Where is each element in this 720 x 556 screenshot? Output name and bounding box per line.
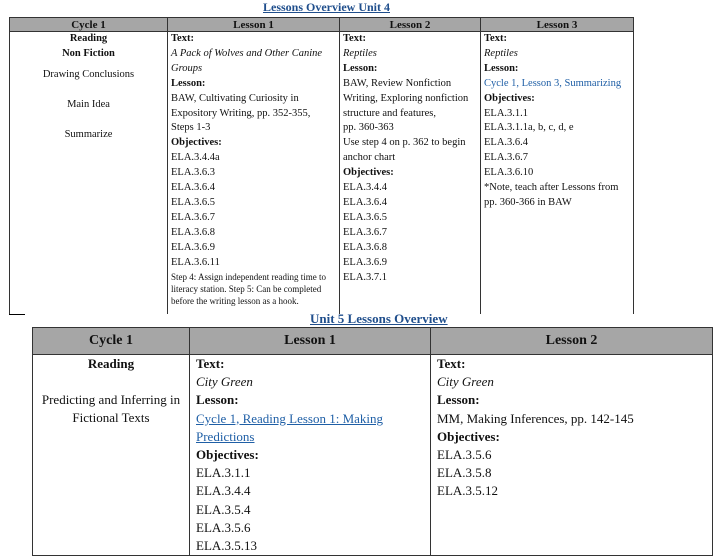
unit4-header-lesson1: Lesson 1 bbox=[168, 18, 340, 32]
lesson-text: structure and features, bbox=[343, 107, 436, 119]
unit4-header-lesson2: Lesson 2 bbox=[340, 18, 481, 32]
unit5-header-cycle: Cycle 1 bbox=[33, 328, 190, 355]
unit5-table bbox=[32, 327, 713, 556]
unit5-reading-label: Reading bbox=[87, 356, 135, 371]
objective: ELA.3.6.5 bbox=[343, 211, 388, 223]
text-label: Text: bbox=[196, 356, 225, 371]
unit5-body-row bbox=[33, 355, 713, 556]
objective: ELA.3.5.4 bbox=[196, 501, 251, 517]
text-title: Reptiles bbox=[484, 47, 518, 59]
unit4-skill: Main Idea bbox=[67, 98, 110, 110]
objectives-label: Objectives: bbox=[484, 92, 535, 104]
lesson-text: BAW, Cultivating Curiosity in bbox=[171, 92, 299, 104]
objective: ELA.3.1.1a, b, c, d, e bbox=[484, 122, 574, 134]
objective: ELA.3.6.8 bbox=[171, 226, 216, 238]
unit4-table bbox=[9, 17, 634, 314]
objective: ELA.3.6.7 bbox=[171, 211, 216, 223]
objective: ELA.3.6.9 bbox=[343, 256, 388, 268]
unit5-title: Unit 5 Lessons Overview bbox=[310, 311, 448, 326]
unit4-header-lesson3: Lesson 3 bbox=[481, 18, 634, 32]
objectives-label: Objectives: bbox=[437, 428, 500, 444]
objective: ELA.3.1.1 bbox=[196, 465, 251, 481]
objectives-label: Objectives: bbox=[171, 137, 222, 149]
objective: ELA.3.6.4 bbox=[484, 137, 529, 149]
unit4-reading-label: Reading bbox=[69, 33, 108, 44]
text-label: Text: bbox=[343, 33, 366, 44]
unit5-header-lesson2: Lesson 2 bbox=[431, 328, 713, 355]
objective: ELA.3.6.3 bbox=[171, 167, 216, 179]
text-title: City Green bbox=[437, 374, 494, 390]
unit4-genre-label: Non Fiction bbox=[62, 47, 115, 59]
text-label: Text: bbox=[437, 356, 466, 371]
divider-dash bbox=[9, 314, 25, 315]
objective: ELA.3.7.1 bbox=[343, 271, 388, 283]
lesson-text: Writing, Exploring nonfiction bbox=[343, 92, 469, 104]
unit4-skill: Drawing Conclusions bbox=[42, 68, 135, 80]
unit4-lesson3-cell bbox=[481, 32, 634, 315]
text-title: City Green bbox=[196, 374, 253, 390]
text-title: A Pack of Wolves and Other Canine bbox=[171, 47, 323, 59]
objectives-label: Objectives: bbox=[196, 447, 259, 463]
objective: ELA.3.5.13 bbox=[196, 538, 258, 554]
lesson-label: Lesson: bbox=[484, 62, 519, 74]
objective: ELA.3.6.4 bbox=[171, 182, 216, 194]
lesson-label: Lesson: bbox=[437, 392, 480, 408]
objective: ELA.3.5.6 bbox=[437, 447, 492, 463]
objective: ELA.3.6.5 bbox=[171, 196, 216, 208]
unit4-header-cycle: Cycle 1 bbox=[10, 18, 168, 32]
unit5-header-row bbox=[33, 328, 713, 355]
objective: ELA.3.6.9 bbox=[171, 241, 216, 253]
objective: ELA.3.5.8 bbox=[437, 465, 492, 481]
lesson-link[interactable]: Cycle 1, Lesson 3, Summarizing bbox=[484, 77, 622, 89]
unit4-header-row bbox=[10, 18, 634, 32]
objective: ELA.3.6.11 bbox=[171, 256, 220, 268]
lesson-note: before the writing lesson as a hook. bbox=[171, 295, 299, 306]
objective: ELA.3.5.6 bbox=[196, 519, 251, 535]
objective: ELA.3.4.4a bbox=[171, 152, 220, 164]
unit4-body-row bbox=[10, 32, 634, 315]
lesson-note: pp. 360-366 in BAW bbox=[484, 196, 572, 208]
objective: ELA.3.5.12 bbox=[437, 483, 499, 499]
unit5-lesson2-cell bbox=[431, 355, 713, 556]
lesson-text: BAW, Review Nonfiction bbox=[343, 77, 452, 89]
unit5-cycle-cell bbox=[33, 355, 190, 556]
unit5-lesson1-cell bbox=[190, 355, 431, 556]
lesson-note: Step 4: Assign independent reading time to bbox=[171, 271, 326, 282]
objective: ELA.3.6.7 bbox=[484, 152, 529, 164]
lesson-note: *Note, teach after Lessons from bbox=[484, 182, 619, 194]
unit5-skill: Predicting and Inferring in bbox=[41, 392, 181, 408]
lesson-label: Lesson: bbox=[171, 77, 206, 89]
objectives-label: Objectives: bbox=[343, 167, 394, 179]
objective: ELA.3.6.4 bbox=[343, 196, 388, 208]
unit4-cycle-cell bbox=[10, 32, 168, 315]
lesson-text: Expository Writing, pp. 352-355, bbox=[171, 107, 311, 119]
lesson-label: Lesson: bbox=[196, 392, 239, 408]
objective: ELA.3.6.8 bbox=[343, 241, 388, 253]
lesson-text: Steps 1-3 bbox=[171, 122, 211, 134]
lesson-link[interactable]: Cycle 1, Reading Lesson 1: Making Predictions bbox=[196, 410, 384, 444]
unit5-header-lesson1: Lesson 1 bbox=[190, 328, 431, 355]
lesson-text: MM, Making Inferences, pp. 142-145 bbox=[437, 410, 634, 426]
text-label: Text: bbox=[484, 33, 507, 44]
objective: ELA.3.6.10 bbox=[484, 167, 534, 179]
unit4-lesson2-cell bbox=[340, 32, 481, 315]
text-label: Text: bbox=[171, 33, 194, 44]
unit4-skill: Summarize bbox=[64, 128, 113, 140]
text-title: Reptiles bbox=[343, 47, 377, 59]
objective: ELA.3.4.4 bbox=[343, 182, 388, 194]
text-title: Groups bbox=[171, 62, 203, 74]
objective: ELA.3.1.1 bbox=[484, 107, 529, 119]
objective: ELA.3.6.7 bbox=[343, 226, 388, 238]
unit4-title: Lessons Overview Unit 4 bbox=[263, 0, 390, 14]
unit5-skill: Fictional Texts bbox=[72, 410, 150, 426]
lesson-label: Lesson: bbox=[343, 62, 378, 74]
lesson-text: anchor chart bbox=[343, 152, 396, 164]
lesson-text: pp. 360-363 bbox=[343, 122, 394, 134]
objective: ELA.3.4.4 bbox=[196, 483, 251, 499]
unit4-lesson1-cell bbox=[168, 32, 340, 315]
lesson-note: literacy station. Step 5: Can be completed bbox=[171, 283, 322, 294]
lesson-text: Use step 4 on p. 362 to begin bbox=[343, 137, 466, 149]
